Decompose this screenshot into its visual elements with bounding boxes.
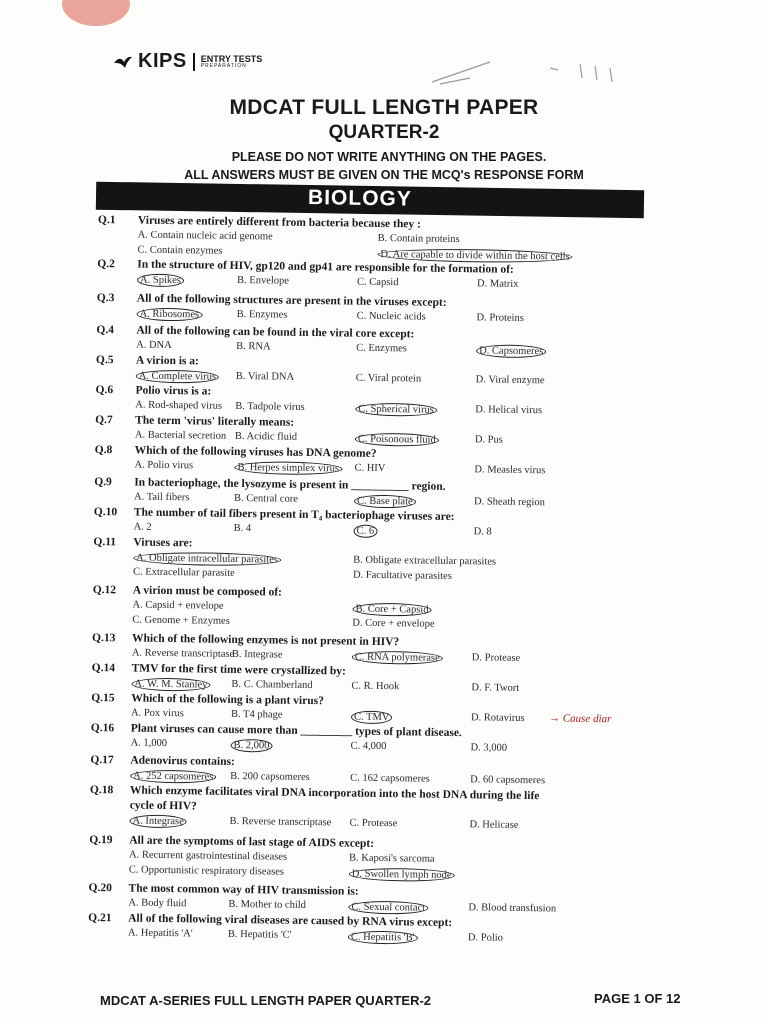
answer-option[interactable]: D. Helical virus bbox=[475, 404, 543, 417]
question-text: In the structure of HIV, gp120 and gp41 are responsible for the formation of: bbox=[137, 258, 514, 276]
subject-title: BIOLOGY bbox=[307, 186, 413, 211]
finger-blur bbox=[62, 0, 130, 26]
answer-option[interactable]: D. Blood transfusion bbox=[468, 902, 557, 915]
answer-option[interactable]: A. Spikes bbox=[137, 274, 184, 288]
question-text: The number of tail fibers present in T₄ bacteriophage viruses are: bbox=[133, 506, 455, 524]
question-text: Which enzyme facilitates viral DNA incorporation into the host DNA during the life bbox=[129, 784, 540, 803]
logo-bird-icon bbox=[112, 53, 134, 71]
answer-option[interactable]: D. Viral enzyme bbox=[475, 374, 545, 387]
question-number: Q.17 bbox=[90, 753, 114, 767]
question-15 bbox=[91, 691, 691, 726]
answer-option[interactable]: A. Reverse transcriptase bbox=[131, 647, 235, 660]
answer-option[interactable]: A. Contain nucleic acid genome bbox=[137, 229, 273, 243]
question-text: All of the following can be found in the viral core except: bbox=[136, 324, 415, 341]
answer-option[interactable]: A. Integrase bbox=[129, 815, 186, 829]
answer-option[interactable]: C. HIV bbox=[354, 462, 386, 475]
answer-option[interactable]: C. Base plate bbox=[354, 495, 416, 509]
answer-option[interactable]: A. Capsid + envelope bbox=[132, 599, 224, 612]
answer-option[interactable]: C. 4,000 bbox=[350, 740, 387, 753]
answer-option[interactable]: A. W. M. Stanley bbox=[131, 678, 210, 692]
answer-option[interactable]: C. 162 capsomeres bbox=[350, 772, 430, 785]
question-number: Q.15 bbox=[91, 691, 115, 705]
notice-line-2: ALL ANSWERS MUST BE GIVEN ON THE MCQ's RESPONSE FORM bbox=[184, 168, 584, 182]
answer-option[interactable]: C. Enzymes bbox=[356, 342, 407, 355]
answer-option[interactable]: B. Obligate extracellular parasites bbox=[353, 554, 497, 568]
question-4 bbox=[96, 323, 696, 358]
question-text: The term 'virus' literally means: bbox=[135, 414, 295, 429]
answer-option[interactable]: B. Hepatitis 'C' bbox=[227, 928, 292, 941]
answer-option[interactable]: C. Viral protein bbox=[355, 372, 422, 385]
question-text: A virion must be composed of: bbox=[132, 584, 283, 599]
answer-option[interactable]: A. 2 bbox=[133, 521, 152, 533]
question-17 bbox=[90, 753, 690, 787]
question-text: Which of the following is a plant virus? bbox=[131, 692, 324, 708]
answer-option[interactable]: B. Central core bbox=[233, 492, 298, 505]
answer-option[interactable]: B. Integrase bbox=[231, 648, 283, 661]
answer-option[interactable]: A. 1,000 bbox=[130, 737, 168, 750]
answer-option[interactable]: A. Bacterial secretion bbox=[134, 429, 227, 442]
answer-option[interactable]: B. Envelope bbox=[237, 274, 290, 287]
answer-option[interactable]: B. 4 bbox=[233, 522, 252, 535]
answer-option[interactable]: B. Mother to child bbox=[228, 898, 307, 911]
question-number: Q.7 bbox=[95, 413, 113, 427]
question-text: All of the following structures are present in the viruses except: bbox=[136, 292, 447, 309]
question-text: Which of the following enzymes is not present in HIV? bbox=[131, 632, 400, 649]
footer-page-number: PAGE 1 OF 12 bbox=[594, 991, 681, 1006]
logo-word: KIPS bbox=[138, 50, 187, 72]
question-5 bbox=[95, 353, 696, 387]
answer-option[interactable]: A. Body fluid bbox=[128, 897, 187, 910]
answer-option[interactable]: B. C. Chamberland bbox=[231, 678, 313, 692]
question-text: Viruses are entirely different from bacteria because they : bbox=[137, 214, 421, 231]
answer-option[interactable]: D. Helicase bbox=[469, 819, 519, 831]
question-number: Q.5 bbox=[95, 353, 114, 367]
answer-option[interactable]: C. Opportunistic respiratory diseases bbox=[128, 864, 285, 878]
answer-option[interactable]: C. Genome + Enzymes bbox=[132, 614, 230, 627]
answer-option[interactable]: C. Protease bbox=[349, 817, 398, 830]
answer-option[interactable]: C. Capsid bbox=[356, 276, 399, 289]
answer-option[interactable]: D. 8 bbox=[473, 526, 492, 538]
answer-option[interactable]: B. 200 capsomeres bbox=[230, 770, 310, 784]
answer-option[interactable]: D. Protease bbox=[471, 652, 521, 664]
answer-option[interactable]: D. Rotavirus bbox=[470, 712, 525, 725]
question-13 bbox=[91, 631, 692, 664]
subject-banner bbox=[96, 182, 644, 219]
question-number: Q.21 bbox=[88, 911, 112, 925]
question-text: All of the following viral diseases are caused by RNA virus except: bbox=[128, 912, 453, 930]
question-18 bbox=[89, 783, 690, 831]
answer-option[interactable]: A. Tail fibers bbox=[133, 491, 190, 504]
question-text: The most common way of HIV transmission is: bbox=[128, 882, 359, 898]
question-number: Q.3 bbox=[96, 291, 115, 305]
answer-option[interactable]: D. Swollen lymph node bbox=[349, 868, 455, 882]
answer-option[interactable]: C. 6 bbox=[354, 525, 378, 538]
answer-option[interactable]: C. Hepatitis 'B' bbox=[348, 931, 418, 945]
answer-option[interactable]: D. Core + envelope bbox=[352, 617, 435, 630]
question-number: Q.14 bbox=[91, 661, 116, 675]
question-20 bbox=[88, 881, 689, 915]
answer-option[interactable]: A. Ribosomes bbox=[137, 308, 203, 322]
paper-title: MDCAT FULL LENGTH PAPER bbox=[229, 96, 539, 119]
kips-logo bbox=[112, 50, 262, 73]
answer-option[interactable]: B. 2,000 bbox=[231, 739, 273, 753]
answer-option[interactable]: D. Matrix bbox=[476, 278, 519, 290]
answer-option[interactable]: A. Recurrent gastrointestinal diseases bbox=[128, 849, 288, 863]
question-19 bbox=[89, 833, 689, 882]
question-number: Q.12 bbox=[92, 583, 117, 597]
answer-option[interactable]: B. Kaposi's sarcoma bbox=[348, 852, 435, 865]
question-number: Q.20 bbox=[88, 881, 112, 895]
question-text: TMV for the first time were crystallized by: bbox=[131, 662, 347, 678]
answer-option[interactable]: D. Proteins bbox=[476, 312, 524, 324]
answer-option[interactable]: D. Are capable to divide within the host cells bbox=[377, 248, 572, 264]
question-number: Q.10 bbox=[93, 505, 118, 519]
question-number: Q.1 bbox=[97, 214, 116, 227]
answer-option[interactable]: A. Complete virus bbox=[136, 370, 219, 384]
question-3 bbox=[96, 291, 697, 324]
pencil-scribble bbox=[430, 58, 630, 92]
answer-option[interactable]: B. RNA bbox=[236, 340, 271, 353]
question-text: A virion is a: bbox=[135, 354, 199, 368]
answer-option[interactable]: B. Reverse transcriptase bbox=[229, 815, 332, 829]
paper-subtitle: QUARTER-2 bbox=[328, 122, 440, 143]
answer-option[interactable]: C. Poisonous fluid bbox=[355, 433, 439, 447]
answer-option[interactable]: D. Pus bbox=[474, 434, 503, 446]
question-text: Plant viruses can cause more than _________ types of plant disease. bbox=[130, 722, 462, 740]
question-number: Q.4 bbox=[96, 323, 115, 337]
answer-option[interactable]: B. Herpes simplex virus bbox=[234, 461, 342, 475]
question-text: Adenovirus contains: bbox=[130, 754, 235, 768]
answer-option[interactable]: B. Acidic fluid bbox=[234, 430, 298, 443]
question-text: In bacteriophage, the lysozyme is present in __________ region. bbox=[134, 476, 446, 493]
question-text: Which of the following viruses has DNA genome? bbox=[134, 444, 377, 460]
question-number: Q.2 bbox=[97, 257, 115, 271]
question-text: Viruses are: bbox=[133, 536, 193, 550]
answer-option[interactable]: D. Polio bbox=[467, 932, 504, 944]
answer-option[interactable]: A. Hepatitis 'A' bbox=[127, 927, 193, 940]
question-number: Q.11 bbox=[93, 535, 117, 549]
answer-option[interactable]: B. Viral DNA bbox=[235, 370, 295, 383]
answer-option[interactable]: C. R. Hook bbox=[351, 680, 400, 693]
answer-option[interactable]: D. 60 capsomeres bbox=[470, 774, 546, 787]
answer-option[interactable]: B. Core + Capsid bbox=[352, 603, 431, 617]
logo-divider bbox=[193, 53, 195, 71]
question-number: Q.6 bbox=[95, 383, 114, 397]
answer-option[interactable]: D. Measles virus bbox=[474, 464, 546, 477]
answer-option[interactable]: A. DNA bbox=[136, 339, 172, 352]
question-number: Q.9 bbox=[94, 475, 112, 489]
answer-option[interactable]: B. T4 phage bbox=[230, 708, 283, 721]
answer-option[interactable]: D. Sheath region bbox=[473, 496, 545, 509]
answer-option[interactable]: C. Extracellular parasite bbox=[132, 566, 235, 579]
answer-option[interactable]: A. 252 capsomeres bbox=[130, 770, 216, 784]
footer-paper-name: MDCAT A-SERIES FULL LENGTH PAPER QUARTER-2 bbox=[100, 993, 432, 1008]
answer-option[interactable]: B. Contain proteins bbox=[377, 232, 460, 246]
answer-option[interactable]: A. Pox virus bbox=[130, 707, 184, 720]
question-number: Q.13 bbox=[91, 631, 116, 645]
question-number: Q.8 bbox=[94, 443, 113, 457]
question-9 bbox=[94, 475, 694, 509]
question-12 bbox=[92, 583, 693, 630]
answer-option[interactable]: D. Facultative parasites bbox=[352, 569, 452, 582]
answer-option[interactable]: A. Obligate intracellular parasites bbox=[133, 552, 281, 567]
answer-option[interactable]: C. Nucleic acids bbox=[356, 310, 426, 323]
question-text: All are the symptoms of last stage of AIDS except: bbox=[129, 834, 375, 850]
answer-option[interactable]: B. Tadpole virus bbox=[235, 400, 305, 413]
answer-option[interactable]: D. Capsomeres bbox=[476, 344, 546, 358]
question-number: Q.18 bbox=[89, 783, 114, 797]
question-number: Q.19 bbox=[89, 833, 113, 847]
answer-option[interactable]: A. Polio virus bbox=[134, 459, 194, 472]
answer-option[interactable]: B. Enzymes bbox=[236, 308, 288, 321]
question-text: Polio virus is a: bbox=[135, 384, 212, 398]
answer-option[interactable]: C. Sexual contact bbox=[348, 901, 428, 915]
answer-option[interactable]: D. 3,000 bbox=[470, 742, 508, 754]
question-text-continued: cycle of HIV? bbox=[129, 799, 197, 813]
answer-option[interactable]: A. Rod-shaped virus bbox=[135, 399, 223, 412]
question-6 bbox=[95, 383, 696, 417]
answer-option[interactable]: D. F. Twort bbox=[471, 682, 520, 694]
notice-line-1: PLEASE DO NOT WRITE ANYTHING ON THE PAGES. bbox=[231, 150, 547, 164]
handwritten-note: → Cause diar bbox=[548, 712, 612, 726]
answer-option[interactable]: C. TMV bbox=[351, 711, 393, 725]
question-11 bbox=[93, 535, 694, 582]
answer-option[interactable]: C. Contain enzymes bbox=[137, 244, 223, 257]
answer-option[interactable]: C. Spherical virus bbox=[355, 403, 437, 417]
question-number: Q.16 bbox=[90, 721, 115, 735]
answer-option[interactable]: C. RNA polymerase bbox=[352, 651, 443, 665]
logo-tagline: ENTRY TESTS PREPARATION bbox=[200, 53, 263, 69]
